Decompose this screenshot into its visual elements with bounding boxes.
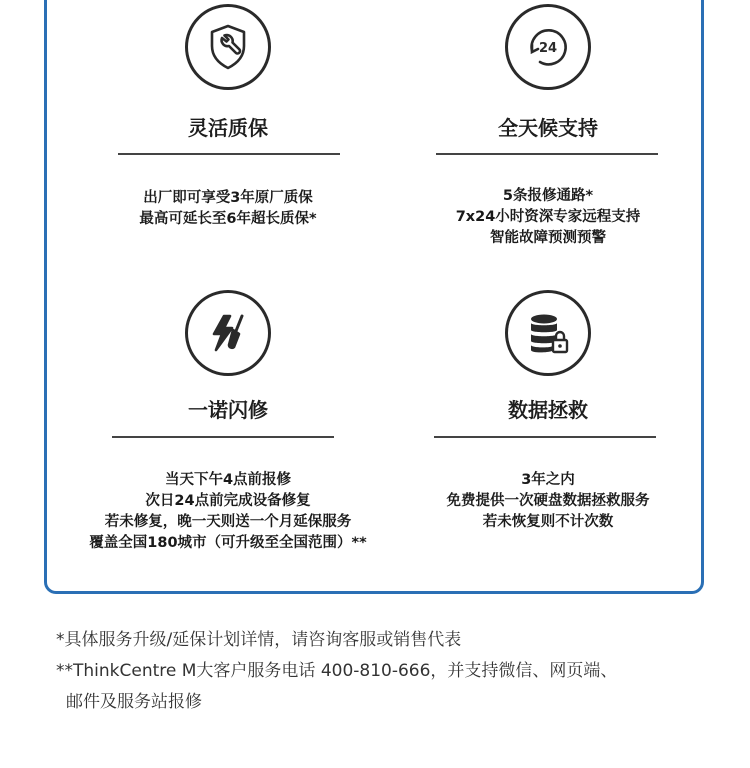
footnotes xyxy=(56,625,746,718)
divider xyxy=(436,153,658,155)
feature-title: 一诺闪修 xyxy=(188,398,268,422)
footnote: 邮件及服务站报修 xyxy=(66,692,202,712)
description-line: 当天下午4点前报修 xyxy=(164,472,292,488)
feature-description xyxy=(408,470,688,533)
database-lock-icon xyxy=(505,290,591,376)
feature-24h-support xyxy=(408,0,688,260)
divider xyxy=(434,436,656,438)
feature-title: 全天候支持 xyxy=(498,116,598,140)
description-line: 5条报修通路* xyxy=(502,188,594,204)
description-line: 3年之内 xyxy=(521,472,575,488)
svg-text:24: 24 xyxy=(538,41,558,56)
description-line: 出厂即可享受3年原厂质保 xyxy=(143,190,313,206)
lightning-screwdriver-icon xyxy=(185,290,271,376)
description-line: 覆盖全国180城市（可升级至全国范围）** xyxy=(89,535,367,551)
feature-description xyxy=(88,188,368,230)
feature-quick-repair xyxy=(88,288,368,568)
footnote: *具体服务升级/延保计划详情，请咨询客服或销售代表 xyxy=(56,630,462,650)
feature-title: 灵活质保 xyxy=(188,116,268,140)
shield-wrench-icon xyxy=(185,4,271,90)
description-line: 7x24小时资深专家远程支持 xyxy=(455,209,641,225)
description-line: 免费提供一次硬盘数据拯救服务 xyxy=(446,493,650,509)
description-line: 若未修复，晚一天则送一个月延保服务 xyxy=(104,514,352,530)
description-line: 次日24点前完成设备修复 xyxy=(145,493,311,509)
feature-description xyxy=(408,186,688,249)
feature-description xyxy=(58,470,398,554)
description-line: 最高可延长至6年超长质保* xyxy=(139,211,317,227)
feature-title: 数据拯救 xyxy=(508,398,588,422)
feature-data-rescue xyxy=(408,288,688,568)
feature-flexible-warranty xyxy=(88,0,368,260)
clock-24-icon xyxy=(505,4,591,90)
footnote: **ThinkCentre M大客户服务电话 400-810-666，并支持微信、网页端、 xyxy=(56,661,618,681)
description-line: 若未恢复则不计次数 xyxy=(482,514,614,530)
description-line: 智能故障预测预警 xyxy=(490,230,606,246)
divider xyxy=(112,436,334,438)
divider xyxy=(118,153,340,155)
